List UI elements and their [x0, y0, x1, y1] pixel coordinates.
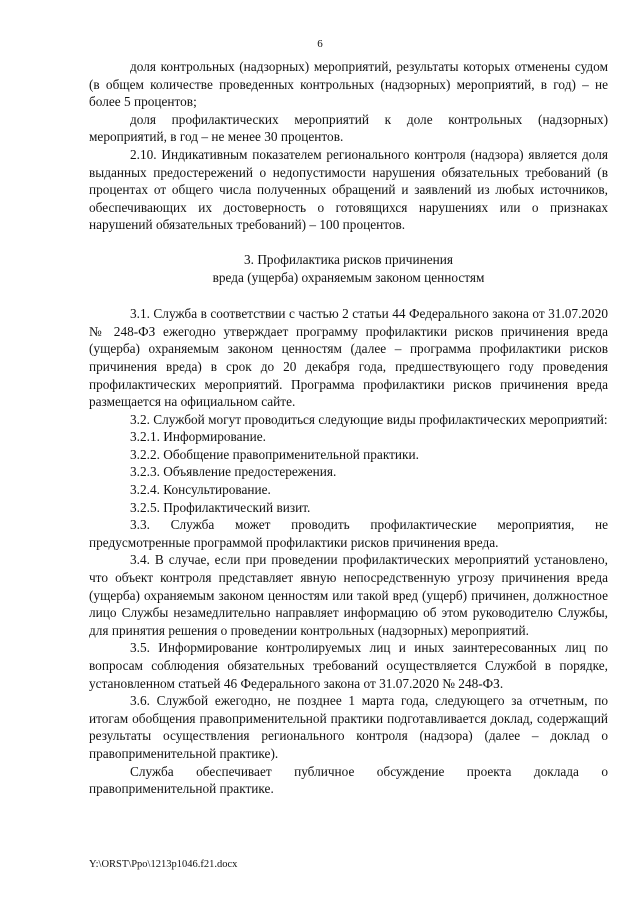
page-number: 6 — [317, 38, 323, 50]
paragraph-3-2-4: 3.2.4. Консультирование. — [130, 482, 271, 498]
section-heading-line-1: 3. Профилактика рисков причинения — [244, 251, 453, 267]
paragraph-control-share: доля контрольных (надзорных) мероприятий, результаты которых отменены судом (в общем количестве проведенных контрольных (надзорных) мероприятий, в год) – не более 5 процентов; — [89, 59, 608, 110]
paragraph-3-6: 3.6. Службой ежегодно, не позднее 1 марта года, следующего за отчетным, по итогам обобщения правоприменительной практики подготавливается доклад, содержащий результаты осуществления регионального контроля (надзора) (далее – доклад о правоприменительной практике). — [89, 693, 608, 761]
paragraph-3-2-5: 3.2.5. Профилактический визит. — [130, 499, 311, 515]
section-heading — [89, 251, 608, 286]
paragraph-3-2-3: 3.2.3. Объявление предостережения. — [130, 464, 337, 480]
section-heading-line-2: вреда (ущерба) охраняемым законом ценностям — [212, 269, 485, 285]
paragraph-3-1: 3.1. Служба в соответствии с частью 2 статьи 44 Федерального закона от 31.07.2020 № 248-ФЗ ежегодно утверждает программу профилактики рисков причинения вреда (ущерба) охраняемым законом ценностям (далее – программа профилактики рисков причинения вреда) в срок до 20 декабря года, предшествующего году проведения профилактических мероприятий. Программа профилактики рисков причинения вреда размещается на официальном сайте. — [89, 306, 608, 410]
paragraph-3-4: 3.4. В случае, если при проведении профилактических мероприятий установлено, что объект контроля представляет явную непосредственную угрозу причинения вреда (ущерба) охраняемым законом ценностям или такой вред (ущерб) причинен, должностное лицо Службы незамедлительно направляет информацию об этом руководителю Службы, для принятия решения о проведении контрольных (надзорных) мероприятий. — [89, 552, 608, 638]
paragraph-3-2: 3.2. Службой могут проводиться следующие виды профилактических мероприятий: — [130, 411, 608, 427]
footer-file-path: Y:\ORST\Ppo\1213p1046.f21.docx — [89, 859, 238, 870]
paragraph-3-5: 3.5. Информирование контролируемых лиц и иных заинтересованных лиц по вопросам соблюдения обязательных требований осуществляется Службой в порядке, установленном статьей 46 Федерального закона от 31.07.2020 № 248-ФЗ. — [89, 640, 608, 691]
paragraph-public-discussion: Служба обеспечивает публичное обсуждение проекта доклада о правоприменительной практике. — [89, 763, 608, 797]
paragraph-prevention-share: доля профилактических мероприятий к доле контрольных (надзорных) мероприятий, в год – не менее 30 процентов. — [89, 111, 608, 145]
paragraph-3-2-1: 3.2.1. Информирование. — [130, 429, 266, 445]
paragraph-3-3: 3.3. Служба может проводить профилактические мероприятия, не предусмотренные программой профилактики рисков причинения вреда. — [89, 517, 608, 550]
paragraph-3-2-2: 3.2.2. Обобщение правоприменительной практики. — [130, 446, 419, 462]
paragraph-2-10: 2.10. Индикативным показателем регионального контроля (надзора) является доля выданных предостережений о недопустимости нарушения обязательных требований (в процентах от общего числа полученных обращений и заявлений из любых источников, обеспечивающих их достоверность о готовящихся нарушениях или о признаках нарушений обязательных требований) – 100 процентов. — [89, 146, 608, 233]
document-body — [89, 58, 608, 798]
